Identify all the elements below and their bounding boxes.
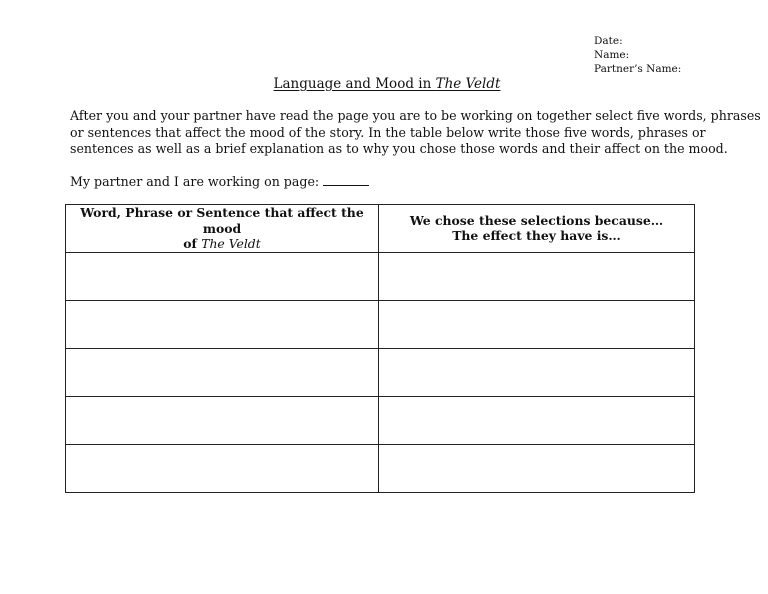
reason-cell[interactable] [379,252,695,300]
col-header-selection-prefix: of [183,236,202,251]
table-row [66,396,695,444]
page-number-blank[interactable] [323,174,369,186]
partner-name-label: Partner’s Name: [594,63,682,75]
header-fields [594,34,681,76]
col-header-reason-line1: We chose these selections because… [409,212,664,228]
reason-cell[interactable] [379,348,695,396]
reason-cell[interactable] [379,444,695,492]
instructions-line: sentences as well as a brief explanation as to why you chose those words and their affect on the mood. [70,141,728,156]
table-row [66,252,695,300]
table-row [66,300,695,348]
title-book: The Veldt [435,76,501,92]
table-header-row [66,205,695,253]
col-header-reason [379,205,695,253]
instructions-line: After you and your partner have read the page you are to be working on together select five words, phrases [70,108,761,123]
col-header-reason-line2: The effect they have is… [452,228,621,244]
instructions-line: or sentences that affect the mood of the story. In the table below write those five words, phrases or [70,124,706,140]
name-label: Name: [594,49,630,61]
selections-table [65,204,695,493]
date-label: Date: [594,35,623,47]
selection-cell[interactable] [66,300,379,348]
reason-cell[interactable] [379,300,695,348]
reason-cell[interactable] [379,396,695,444]
table-row [66,444,695,492]
table-row [66,348,695,396]
selection-cell[interactable] [66,444,379,492]
selection-cell[interactable] [66,396,379,444]
col-header-selection-book: The Veldt [201,236,261,251]
col-header-selection-line1: Word, Phrase or Sentence that affect the mood [80,205,364,236]
table-body [66,252,695,492]
col-header-selection [66,205,379,253]
page-prompt [70,174,369,190]
selection-cell[interactable] [66,252,379,300]
title-prefix: Language and Mood in [273,76,436,92]
selection-cell[interactable] [66,348,379,396]
page-prompt-label: My partner and I are working on page: [70,174,320,189]
page-title [0,75,768,93]
instructions-paragraph [70,108,761,158]
